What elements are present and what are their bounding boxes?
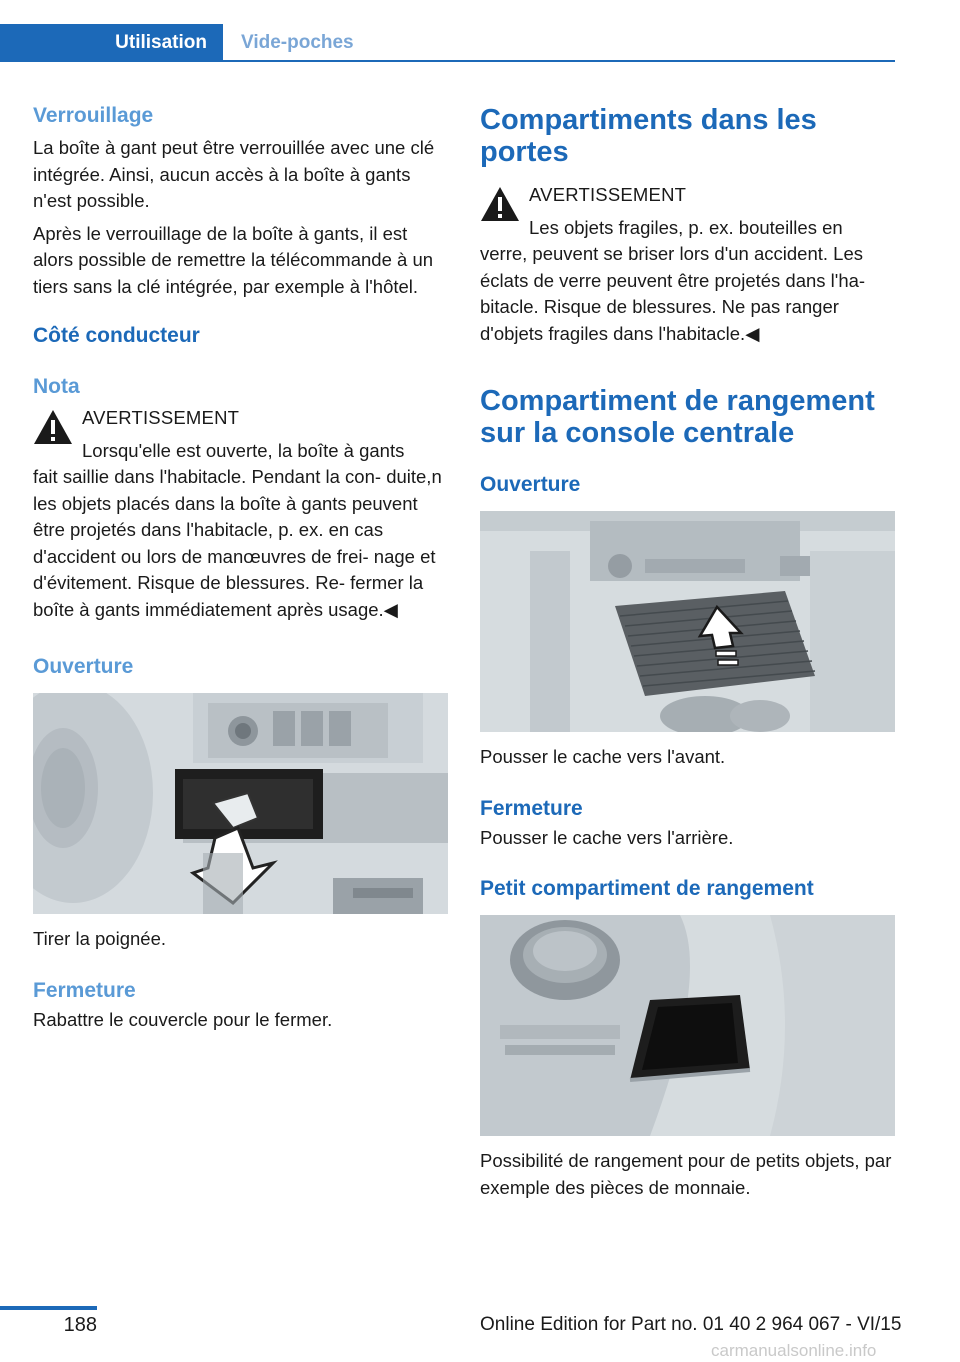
console-centrale-heading: Compartiment de rangement sur la console centrale bbox=[480, 385, 875, 449]
ouverture-heading-right: Ouverture bbox=[480, 473, 581, 496]
warning-block-glovebox bbox=[33, 405, 448, 623]
warning-block-doors bbox=[480, 182, 895, 347]
verrouillage-paragraph-2: Après le verrouillage de la boîte à gants, il est alors possible de remettre la télécommande à un tiers sans la clé intégrée, par exemple à l'hôtel. bbox=[33, 222, 434, 297]
small-compartment-image bbox=[480, 915, 895, 1136]
fermeture-text-right: Pousser le cache vers l'arrière. bbox=[480, 826, 734, 848]
ouverture-caption-right: Pousser le cache vers l'avant. bbox=[480, 746, 726, 767]
edition-info: Online Edition for Part no. 01 40 2 964 067 - VI/15 bbox=[480, 1314, 902, 1335]
warning-text: fait saillie dans l'habitacle. Pendant la con‐ duite,n les objets placés dans la boîte à gants peuvent être projetés dans l'habitacle, p. ex. en cas d'accident ou lors de manœuvres de frei‐ nage et d'évitement. Risque de blessures. Re‐ fermer la boîte à gants immédiatement après usage.◀ bbox=[33, 466, 442, 620]
glovebox-image bbox=[33, 693, 448, 914]
tab-vide-poches[interactable]: Vide-poches bbox=[241, 32, 354, 53]
nota-heading: Nota bbox=[33, 375, 80, 398]
tab-utilisation[interactable]: Utilisation bbox=[0, 24, 223, 62]
warning-title: AVERTISSEMENT bbox=[82, 407, 240, 428]
ouverture-caption-left: Tirer la poignée. bbox=[33, 928, 166, 949]
compartiments-portes-heading: Compartiments dans les portes bbox=[480, 104, 817, 168]
cote-conducteur-heading: Côté conducteur bbox=[33, 324, 200, 347]
petit-compartiment-caption: Possibilité de rangement pour de petits objets, par exemple des pièces de monnaie. bbox=[480, 1150, 892, 1198]
glovebox-illustration bbox=[33, 693, 448, 914]
warning-triangle-icon bbox=[33, 409, 73, 445]
footer-accent-line bbox=[0, 1306, 97, 1310]
left-column bbox=[33, 100, 448, 1033]
warning-text-first-line: Lorsqu'elle est ouverte, la boîte à gants bbox=[82, 439, 405, 461]
verrouillage-paragraph-1: La boîte à gant peut être verrouillée avec une clé intégrée. Ainsi, aucun accès à la boîte à gants n'est possible. bbox=[33, 137, 435, 211]
page-number: 188 bbox=[63, 1314, 97, 1336]
warning-title: AVERTISSEMENT bbox=[529, 184, 687, 205]
ouverture-heading-left: Ouverture bbox=[33, 655, 134, 678]
fermeture-heading-right: Fermeture bbox=[480, 796, 583, 820]
header-tabbar bbox=[0, 24, 895, 62]
fermeture-heading-left: Fermeture bbox=[33, 978, 136, 1002]
watermark: carmanualsonline.info bbox=[711, 1341, 877, 1360]
small-compartment-illustration bbox=[480, 915, 895, 1136]
fermeture-text-left: Rabattre le couvercle pour le fermer. bbox=[33, 1008, 333, 1030]
warning-text: verre, peuvent se briser lors d'un accident. Les éclats de verre peuvent être projetés dans l'ha‐ bitacle. Risque de blessures. Ne pas ranger d'objets fragiles dans l'habitacle.◀ bbox=[480, 243, 866, 344]
petit-compartiment-heading: Petit compartiment de rangement bbox=[480, 877, 814, 900]
verrouillage-heading: Verrouillage bbox=[33, 104, 154, 127]
console-cover-illustration bbox=[480, 511, 895, 732]
warning-triangle-icon bbox=[480, 186, 520, 222]
right-column bbox=[480, 100, 895, 1201]
console-cover-image bbox=[480, 511, 895, 732]
warning-text-first-line: Les objets fragiles, p. ex. bouteilles en bbox=[529, 216, 843, 238]
